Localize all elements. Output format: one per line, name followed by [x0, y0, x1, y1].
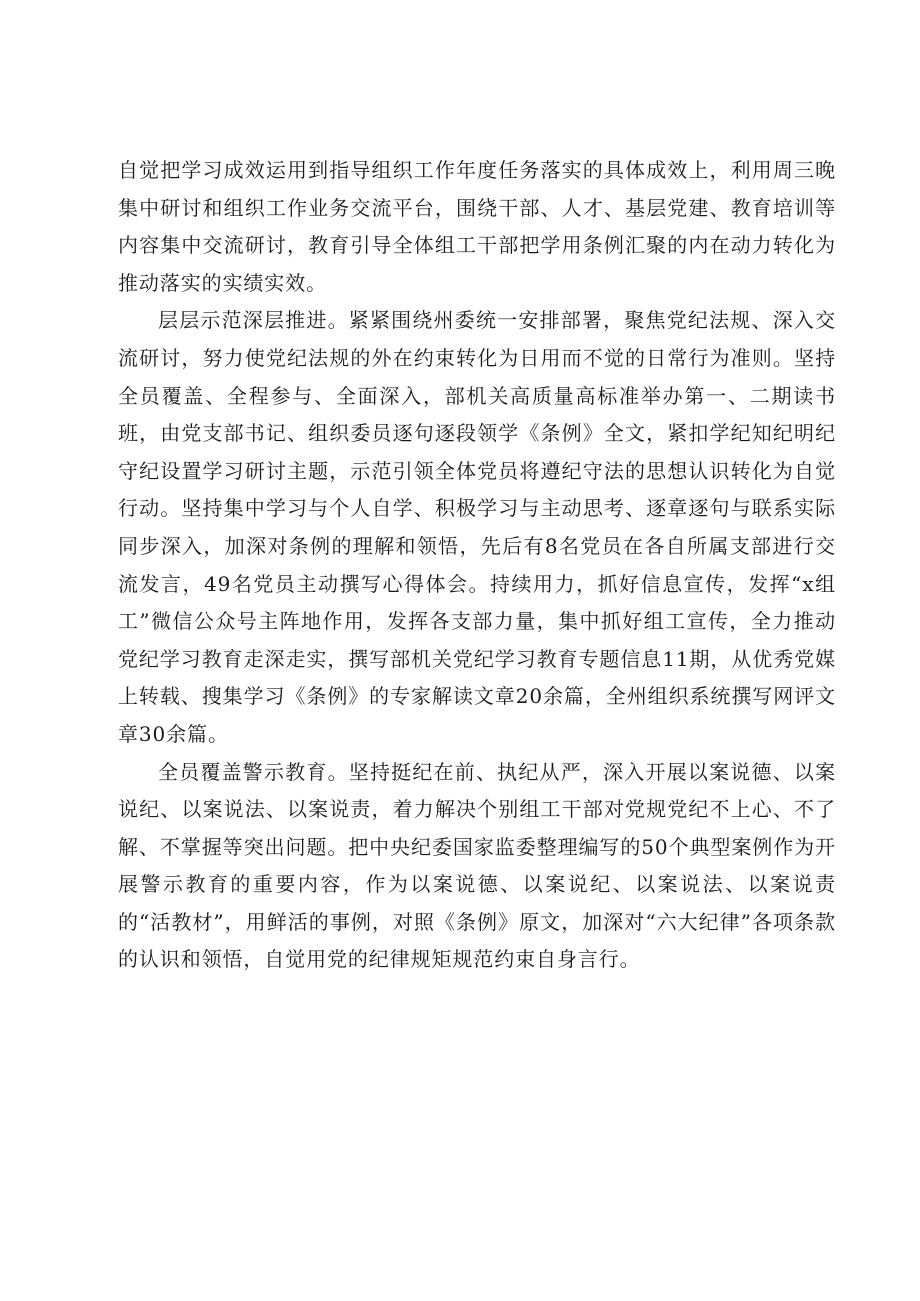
paragraph-continuation: 自觉把学习成效运用到指导组织工作年度任务落实的具体成效上，利用周三晚集中研讨和组织工作业务交流平台，围绕干部、人才、基层党建、教育培训等内容集中交流研讨，教育引导全体组工干部把学用条例汇聚的内在动力转化为推动落实的实绩实效。 [118, 158, 836, 295]
paragraph-warning-education: 全员覆盖警示教育。坚持挺纪在前、执纪从严，深入开展以案说德、以案说纪、以案说法、以案说责，着力解决个别组工干部对党规党纪不上心、不了解、不掌握等突出问题。把中央纪委国家监委整理编写的50个典型案例作为开展警示教育的重要内容，作为以案说德、以案说纪、以案说法、以案说责的“活教材”，用鲜活的事例，对照《条例》原文，加深对“六大纪律”各项条款的认识和领悟，自觉用党的纪律规矩规范约束自身言行。 [118, 759, 836, 972]
document-body [118, 152, 836, 979]
paragraph-demonstration: 层层示范深层推进。紧紧围绕州委统一安排部署，聚焦党纪法规、深入交流研讨，努力使党纪法规的外在约束转化为日用而不觉的日常行为准则。坚持全员覆盖、全程参与、全面深入，部机关高质量高标准举办第一、二期读书班，由党支部书记、组织委员逐句逐段领学《条例》全文，紧扣学纪知纪明纪守纪设置学习研讨主题，示范引领全体党员将遵纪守法的思想认识转化为自觉行动。坚持集中学习与个人自学、积极学习与主动思考、逐章逐句与联系实际同步深入，加深对条例的理解和领悟，先后有8名党员在各自所属支部进行交流发言，49名党员主动撰写心得体会。持续用力，抓好信息宣传，发挥“x组工”微信公众号主阵地作用，发挥各支部力量，集中抓好组工宣传，全力推动党纪学习教育走深走实，撰写部机关党纪学习教育专题信息11期，从优秀党媒上转载、搜集学习《条例》的专家解读文章20余篇，全州组织系统撰写网评文章30余篇。 [118, 308, 836, 746]
